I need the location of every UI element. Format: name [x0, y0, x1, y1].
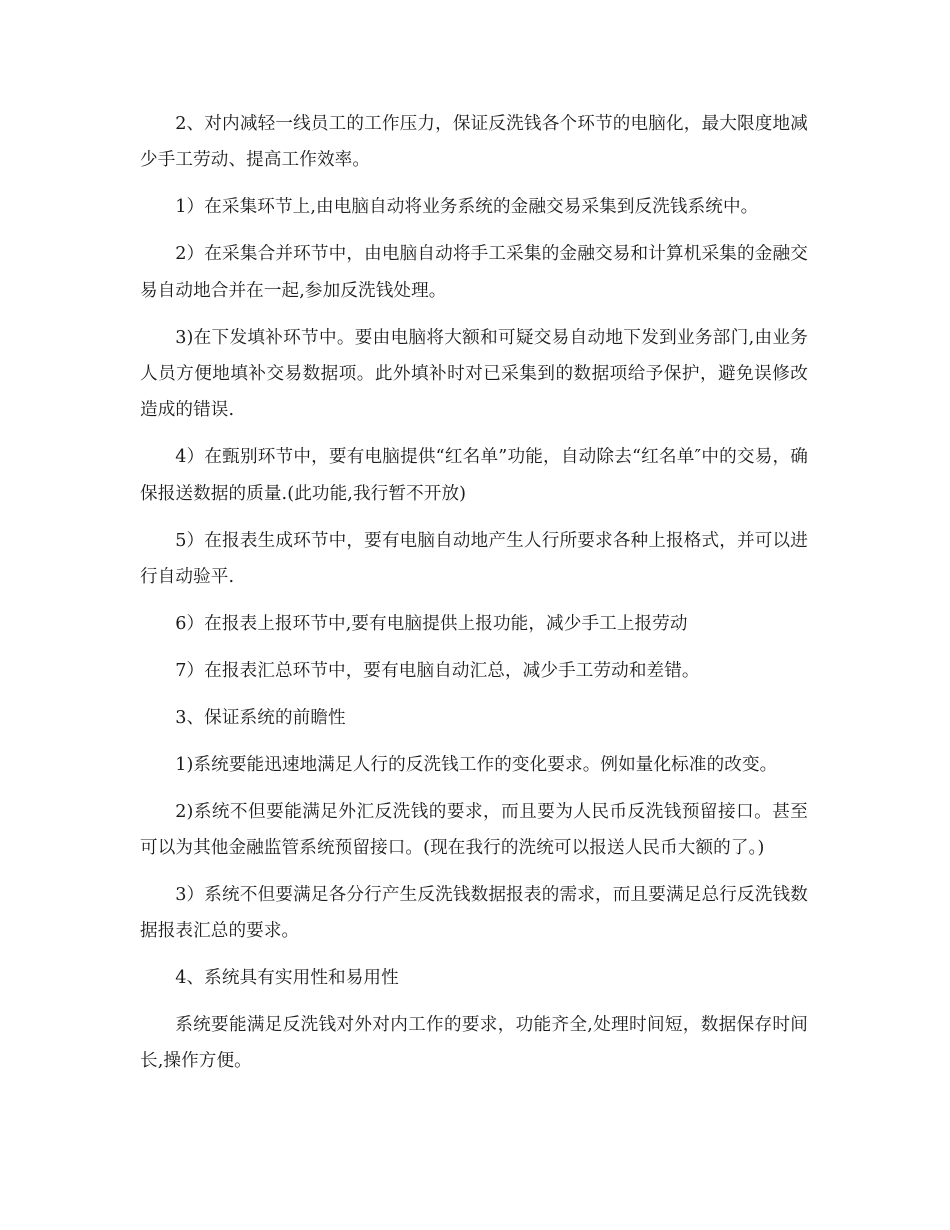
paragraph-section-2-heading: 2、对内减轻一线员工的工作压力，保证反洗钱各个环节的电脑化，最大限度地减少手工劳动、提高工作效率。: [140, 114, 808, 171]
paragraph-section-3-item-1: 1)系统要能迅速地满足人行的反洗钱工作的变化要求。例如量化标准的改变。: [175, 754, 778, 775]
paragraph-section-3-item-3: 3）系统不但要满足各分行产生反洗钱数据报表的需求，而且要满足总行反洗钱数据报表汇总的要求。: [140, 884, 808, 942]
paragraph-item-7: 7）在报表汇总环节中，要有电脑自动汇总，减少手工劳动和差错。: [175, 660, 700, 681]
section-heading-4: 4、系统具有实用性和易用性: [175, 968, 399, 989]
document-body: [140, 106, 808, 1090]
paragraph-item-4: 4）在甄别环节中，要有电脑提供“红名单”功能，自动除去“红名单″中的交易，确保报送数据的质量.(此功能,我行暂不开放): [140, 447, 808, 504]
paragraph-item-1: 1）在采集环节上,由电脑自动将业务系统的金融交易采集到反洗钱系统中。: [175, 197, 759, 218]
paragraph-section-3-item-2: 2)系统不但要能满足外汇反洗钱的要求，而且要为人民币反洗钱预留接口。甚至可以为其他金融监管系统预留接口。(现在我行的洗统可以报送人民币大额的了。): [140, 801, 808, 858]
paragraph-section-4-body: 系统要能满足反洗钱对外对内工作的要求，功能齐全,处理时间短，数据保存时间长,操作方便。: [140, 1015, 808, 1072]
paragraph-item-6: 6）在报表上报环节中,要有电脑提供上报功能，减少手工上报劳动: [175, 613, 688, 634]
paragraph-item-3: 3)在下发填补环节中。要由电脑将大额和可疑交易自动地下发到业务部门,由业务人员方便地填补交易数据项。此外填补时对已采集到的数据项给予保护，避免误修改造成的错误.: [140, 327, 808, 421]
section-heading-3: 3、保证系统的前瞻性: [175, 707, 346, 728]
paragraph-item-5: 5）在报表生成环节中，要有电脑自动地产生人行所要求各种上报格式，并可以进行自动验平.: [140, 530, 808, 587]
paragraph-item-2: 2）在采集合并环节中，由电脑自动将手工采集的金融交易和计算机采集的金融交易自动地合并在一起,参加反洗钱处理。: [140, 244, 808, 301]
